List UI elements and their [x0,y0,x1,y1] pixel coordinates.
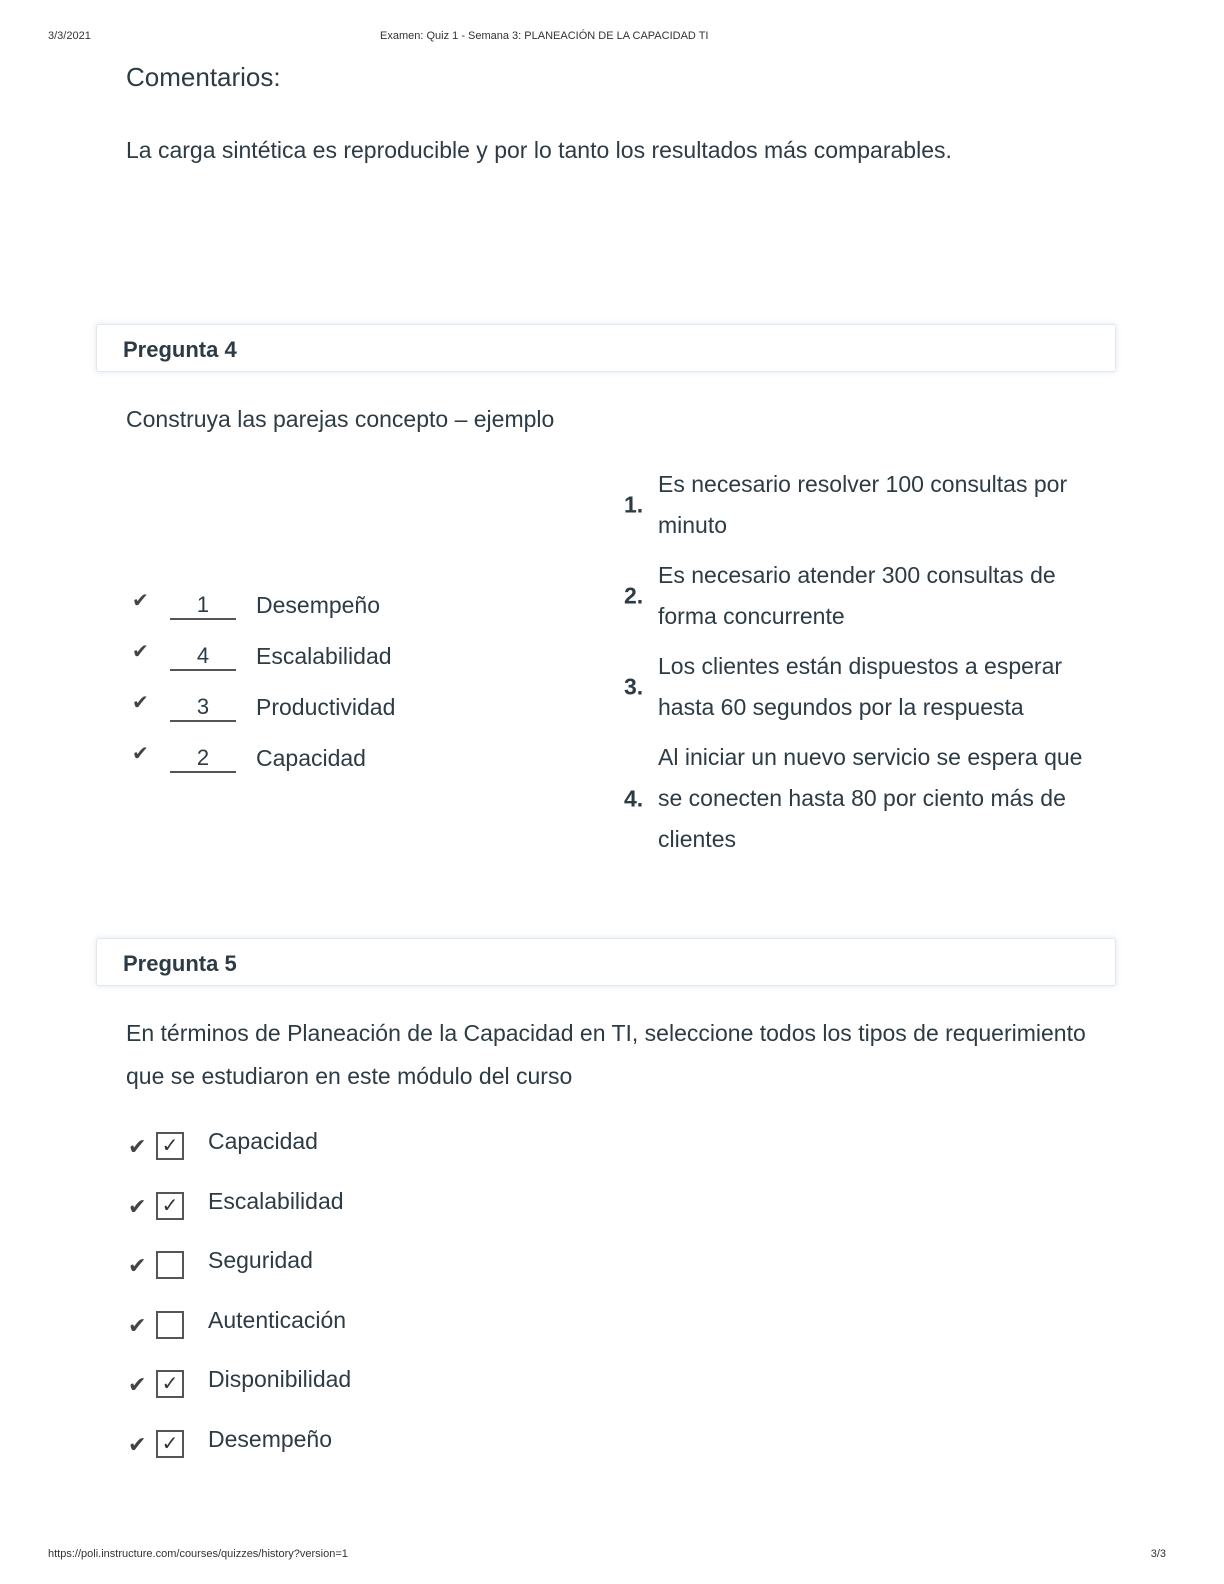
option-label: Escalabilidad [208,1187,344,1214]
option-checkbox[interactable] [156,1251,184,1279]
question-5-text: En términos de Planeación de la Capacidad en TI, seleccione todos los tipos de requerimiento que se estudiaron en este módulo del curso [126,1020,1086,1089]
correct-check-icon: ✔ [132,590,149,612]
example-item [624,555,1084,637]
example-item [624,646,1084,728]
example-number: 3. [624,673,644,700]
example-number: 2. [624,582,644,609]
option-row [126,1122,726,1182]
example-number: 1. [624,491,644,518]
option-row [126,1360,726,1420]
question-4-text: Construya las parejas concepto – ejemplo [126,406,555,432]
option-row [126,1241,726,1301]
example-text: Es necesario atender 300 consultas de forma concurrente [658,562,1056,629]
question-4-header [96,324,1116,372]
print-url: https://poli.instructure.com/courses/quizzes/history?version=1 [48,1548,348,1560]
option-checkbox[interactable]: ✓ [156,1132,184,1160]
question-5-title: Pregunta 5 [123,951,237,976]
example-item [624,737,1084,860]
matching-answers-list [128,582,568,786]
option-label: Seguridad [208,1247,313,1273]
example-text: Es necesario resolver 100 consultas por minuto [658,471,1068,538]
matching-row [128,735,568,786]
example-text: Al iniciar un nuevo servicio se espera que se conecten hasta 80 por ciento más de clientes [658,744,1083,852]
option-checkbox[interactable] [156,1311,184,1339]
comments-text: La carga sintética es reproducible y por lo tanto los resultados más comparables. [126,137,952,163]
correct-check-icon: ✔ [132,641,149,663]
matching-row [128,633,568,684]
option-row [126,1420,726,1480]
option-label: Desempeño [208,1425,333,1452]
option-checkbox[interactable]: ✓ [156,1370,184,1398]
question-5-header [96,938,1116,986]
print-header [48,30,1176,50]
correct-check-icon: ✔ [128,1431,147,1457]
option-checkbox[interactable]: ✓ [156,1192,184,1220]
match-concept: Productividad [256,694,396,720]
correct-check-icon: ✔ [132,743,149,765]
match-concept: Desempeño [256,592,381,618]
examples-list [624,464,1084,869]
correct-check-icon: ✔ [128,1134,147,1159]
option-row [126,1182,726,1242]
options-list [126,1122,726,1479]
option-row [126,1301,726,1361]
match-answer[interactable]: 4 [170,643,236,671]
match-concept: Escalabilidad [256,643,392,669]
match-answer[interactable]: 1 [170,592,236,620]
option-label: Capacidad [208,1128,318,1154]
correct-check-icon: ✔ [128,1253,147,1278]
option-label: Autenticación [208,1306,347,1333]
matching-row [128,582,568,633]
correct-check-icon: ✔ [128,1372,147,1397]
question-4-title: Pregunta 4 [123,337,237,362]
correct-check-icon: ✔ [132,692,149,714]
option-label: Disponibilidad [208,1366,352,1392]
option-checkbox[interactable]: ✓ [156,1430,184,1458]
match-answer[interactable]: 2 [170,745,236,773]
correct-check-icon: ✔ [128,1312,147,1338]
print-document-title: Examen: Quiz 1 - Semana 3: PLANEACIÓN DE LA CAPACIDAD TI [380,30,709,42]
match-concept: Capacidad [256,745,366,771]
example-text: Los clientes están dispuestos a esperar hasta 60 segundos por la respuesta [658,653,1063,720]
example-number: 4. [624,785,644,811]
print-footer [48,1548,1176,1568]
correct-check-icon: ✔ [128,1193,147,1219]
print-date: 3/3/2021 [48,30,91,42]
matching-row [128,684,568,735]
match-answer[interactable]: 3 [170,694,236,722]
example-item [624,464,1084,546]
comments-heading: Comentarios: [126,62,281,92]
print-page-number: 3/3 [1150,1548,1166,1560]
